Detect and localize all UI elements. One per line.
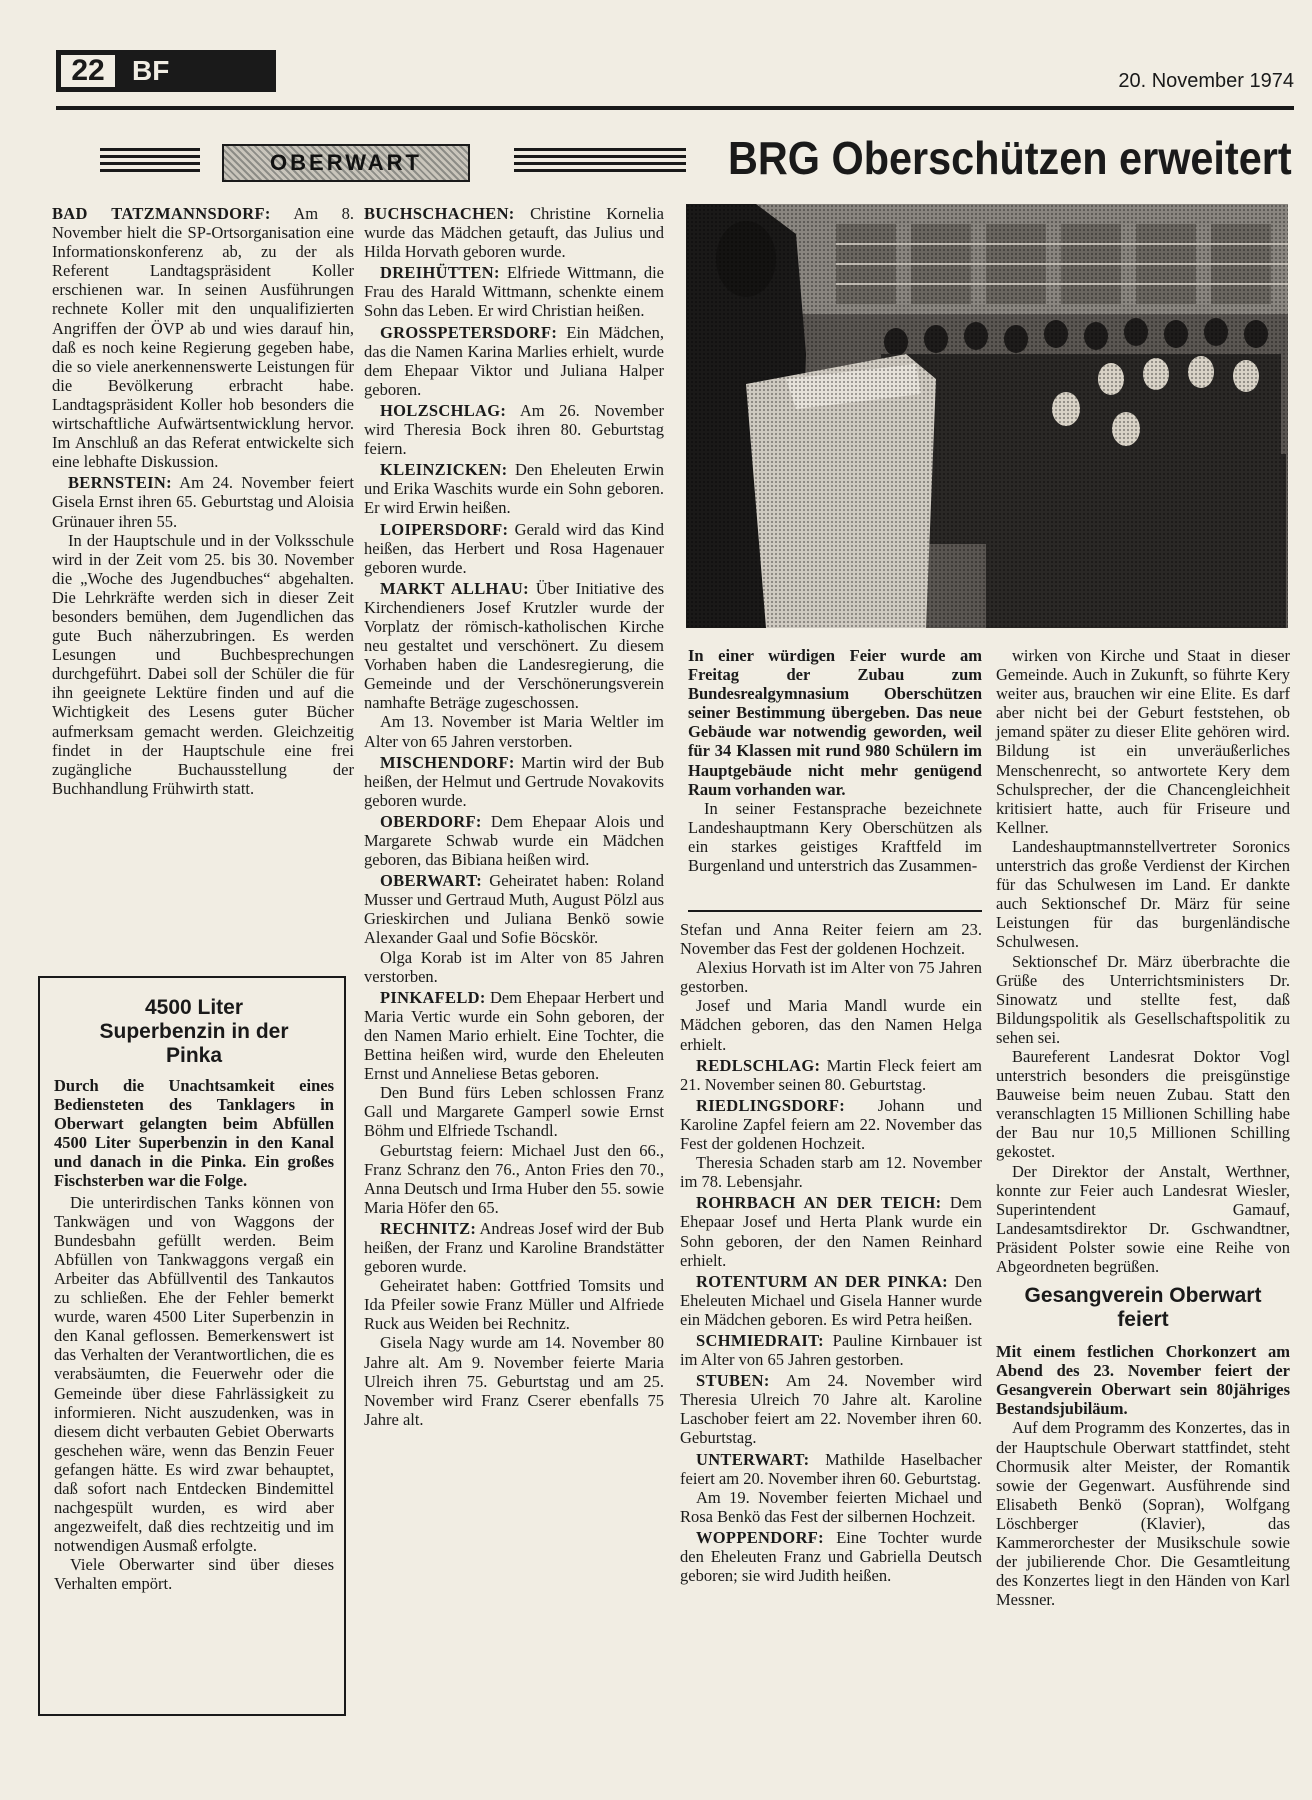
- news-item: [364, 460, 664, 517]
- item-text: Dem Ehepaar Herbert und Maria Vertic wurde ein Sohn geboren, der den Namen Mario erhielt. Eine Tochter, die Bettina heißen wird, wurde den Eheleuten Ernst und Anneliese Betas geboren.: [364, 987, 664, 1084]
- choir-title: Gesangverein Oberwart feiert: [1024, 1284, 1262, 1332]
- column-3-lower: [680, 920, 982, 1585]
- news-item: [364, 1219, 664, 1276]
- news-item: [364, 812, 664, 869]
- news-item: [680, 1153, 982, 1191]
- item-text: Andreas Josef wird der Bub heißen, der Franz und Karoline Brandstätter geboren wurde.: [364, 1218, 664, 1277]
- news-item: [680, 1272, 982, 1329]
- article-col4-body: [996, 646, 1290, 1276]
- news-item: [52, 473, 354, 530]
- article-paragraph: wirken von Kirche und Staat in dieser Gemeinde. Auch in Zukunft, so führte Kery weiter aus, brauchen wir eine Elite. Es darf aber nicht bei der Geburt feststehen, ob jemand später zu dieser Elite gehören wird. Bildung ist ein unveräußerliches Menschenrecht, so antwortete Kery dem Schulsprecher, der die Chancengleichheit kritisiert hatte, auch für Friseure und Kellner.: [996, 646, 1290, 837]
- article-paragraph: Der Direktor der Anstalt, Werthner, konnte zur Feier auch Landesrat Wiesler, Superintendent Gamauf, Landesamtsdirektor Dr. Gschwandtner, Präsident Polster sowie eine Reihe von Abgeordneten begrüßen.: [996, 1161, 1290, 1276]
- article-lead: In einer würdigen Feier wurde am Freitag der Zubau zum Bundesrealgymnasium Oberschützen seiner Bestimmung übergeben. Das neue Gebäude war notwendig geworden, weil für 34 Klassen mit rund 980 Schülern im Hauptgebäude nicht mehr genügend Raum vorhanden war.: [688, 646, 982, 799]
- place-name: KLEINZICKEN:: [380, 460, 508, 480]
- column-3-divider: [688, 910, 982, 912]
- article-paragraph: Baureferent Landesrat Doktor Vogl unterstrich besonders die preisgünstige Bauweise beim neuen Zubau. Statt den veranschlagten 15 Millionen Schilling habe der Bau nur 10,5 Millionen Schilling gekostet.: [996, 1046, 1290, 1162]
- place-name: ROHRBACH AN DER TEICH:: [696, 1193, 942, 1213]
- news-item: [364, 204, 664, 261]
- item-text: In der Hauptschule und in der Volksschule wird in der Zeit vom 25. bis 30. November die „Woche des Jugendbuches“ abgehalten. Die Lehrkräfte werden sich in dieser Zeit besonders bemühen, dem Jugendlichen das gute Buch näherzubringen. Es werden Lesungen und Buchbesprechungen durchgeführt. Dabei soll der Schüler die für ihn geeignete Lektüre finden und auf die Wichtigkeit des Lesens guter Bücher aufmerksam gemacht werden. Gleichzeitig findet in der Hauptschule eine frei zugängliche Buchausstellung der Buchhandlung Frühwirth statt.: [52, 530, 354, 798]
- news-item: [680, 1450, 982, 1488]
- box-paragraph: Viele Oberwarter sind über dieses Verhalten empört.: [54, 1555, 334, 1594]
- news-item: [680, 958, 982, 996]
- item-text: Am 24. November feiert Gisela Ernst ihren 65. Geburtstag und Aloisia Grünauer ihren 55.: [52, 473, 354, 531]
- news-item: [364, 579, 664, 713]
- event-photo-image: [686, 204, 1288, 628]
- place-name: BAD TATZMANNSDORF:: [52, 204, 271, 223]
- place-name: HOLZSCHLAG:: [380, 400, 507, 420]
- box-title: 4500 Liter Superbenzin in der Pinka: [99, 996, 289, 1067]
- news-item: [364, 1141, 664, 1217]
- news-item: [52, 204, 354, 471]
- item-text: Am 8. November hielt die SP-Ortsorganisation eine Informationskonferenz ab, zu der als Referent Landtagspräsident Koller erschienen war. In seinen Ausführungen rechnete Koller mit den unqualifizierten Angriffen der ÖVP ab und wies darauf hin, daß es noch keine Regierung gegeben habe, die so viele anerkennenswerte Leistungen für die Bevölkerung erbracht habe. Landtagspräsident Koller hob besonders die wirtschaftliche Aufwärtsentwicklung hervor. Im Anschluß an das Referat entwickelte sich eine lebhafte Diskussion.: [52, 204, 354, 472]
- item-text: Theresia Schaden starb am 12. November im 78. Lebensjahr.: [680, 1153, 982, 1192]
- item-text: Ein Mädchen, das die Namen Karina Marlies erhielt, wurde dem Ehepaar Viktor und Juliana Halper geboren.: [364, 322, 664, 399]
- item-text: Alexius Horvath ist im Alter von 75 Jahren gestorben.: [680, 958, 982, 997]
- item-text: Den Eheleuten Erwin und Erika Waschits wurde ein Sohn geboren. Er wird Erwin heißen.: [364, 460, 664, 518]
- place-name: BUCHSCHACHEN:: [364, 204, 515, 223]
- item-text: Gerald wird das Kind heißen, das Herbert und Rosa Hagenauer geboren wurde.: [364, 519, 664, 577]
- place-name: ROTENTURM AN DER PINKA:: [696, 1271, 948, 1291]
- place-name: PINKAFELD:: [380, 987, 486, 1007]
- item-text: Am 19. November feierten Michael und Rosa Benkö das Fest der silbernen Hochzeit.: [680, 1487, 982, 1526]
- place-name: WOPPENDORF:: [696, 1527, 824, 1547]
- article-paragraph: Landeshauptmannstellvertreter Soronics unterstrich das große Verdienst der Kirchen für das Schulwesen im Land. Er dankte auch Sektionschef Dr. März für seine Leistungen für das burgenländische Schulwesen.: [996, 836, 1290, 952]
- item-text: Den Eheleuten Michael und Gisela Hanner wurde ein Mädchen geboren. Es wird Petra heißen.: [680, 1271, 982, 1329]
- choir-body: Auf dem Programm des Konzertes, das in der Hauptschule Oberwart stattfindet, steht Chormusik alter Meister, der Romantik sowie der Gegenwart. Ausführende sind Elisabeth Benkö (Sopran), Wolfgang Löschberger (Klavier), das Kammerorchester der Musikschule sowie der jubilierende Chor. Die Gesamtleitung des Konzertes liegt in den Händen von Karl Messner.: [996, 1418, 1290, 1610]
- item-text: Martin wird der Bub heißen, der Helmut und Gertrude Novakovits geboren wurde.: [364, 752, 664, 810]
- item-text: Christine Kornelia wurde das Mädchen getauft, das Julius und Hilda Horvath geboren wurde.: [364, 204, 664, 262]
- banner-rule-right: [514, 148, 686, 174]
- item-text: Gisela Nagy wurde am 14. November 80 Jahre alt. Am 9. November feierte Maria Ulreich ihren 75. Geburtstag und am 25. November wird Franz Cserer ebenfalls 75 Jahre alt.: [364, 1333, 664, 1429]
- item-text: Olga Korab ist im Alter von 85 Jahren verstorben.: [364, 947, 664, 986]
- choir-lead: Mit einem festlichen Chorkonzert am Abend des 23. November feiert der Gesangverein Oberwart sein 80jähriges Bestandsjubiläum.: [996, 1342, 1290, 1419]
- news-item: [680, 1528, 982, 1585]
- place-name: MISCHENDORF:: [380, 752, 515, 772]
- place-name: BERNSTEIN:: [68, 473, 172, 493]
- news-item: [364, 1083, 664, 1140]
- news-item: [364, 948, 664, 986]
- item-text: Mathilde Haselbacher feiert am 20. November ihren 60. Geburtstag.: [680, 1449, 982, 1488]
- page-number: 22: [59, 53, 117, 89]
- place-name: LOIPERSDORF:: [380, 519, 509, 539]
- place-name: OBERWART:: [380, 871, 483, 891]
- item-text: Geheiratet haben: Gottfried Tomsits und Ida Pfeiler sowie Franz Müller und Alfriede Ruck aus Weiden bei Rechnitz.: [364, 1276, 664, 1334]
- column-1: [52, 204, 354, 798]
- news-item: [364, 401, 664, 458]
- news-item: [364, 263, 664, 320]
- item-text: Über Initiative des Kirchendieners Josef Krutzler wurde der Vorplatz der römisch-katholischen Kirche neu gestaltet und verschönert. Zu diesem Vorhaben haben die Landesregierung, die Gemeinde und der Verschönerungsverein namhafte Beträge zugeschossen.: [364, 578, 664, 713]
- item-text: Martin Fleck feiert am 21. November seinen 80. Geburtstag.: [680, 1055, 982, 1094]
- news-item: [680, 1331, 982, 1369]
- issue-date: 20. November 1974: [1118, 70, 1294, 92]
- item-text: Josef und Maria Mandl wurde ein Mädchen geboren, das den Namen Helga erhielt.: [680, 996, 982, 1054]
- news-item: [364, 712, 664, 750]
- place-name: DREIHÜTTEN:: [380, 263, 500, 283]
- box-lead: Durch die Unachtsamkeit eines Bediensteten des Tanklagers in Oberwart gelangten beim Abfüllen 4500 Liter Superbenzin in den Kanal und danach in die Pinka. Ein großes Fischsterben war die Folge.: [54, 1076, 334, 1191]
- box-paragraph: Die unterirdischen Tanks können von Tankwägen und von Waggons der Bundesbahn gefüllt werden. Beim Abfüllen von Tankwaggons vergaß ein Arbeiter das Abfüllventil des Tankautos zu schließen. Ehe der Fehler bemerkt wurde, waren 4500 Liter Superbenzin in den Kanal geflossen. Bemerkenswert ist das Verhalten der Verantwortlichen, die es verabsäumten, die Feuerwehr oder die Gemeinde über diese Fahrlässigkeit zu informieren. Nicht auszudenken, was in diesem dicht verbauten Gebiet Oberwarts geschehen wäre, wenn das Benzin Feuer gefangen hätte. Es wird zwar behauptet, daß sofort nach Entdecken Bindemittel nachgespült wurden, es wird aber angezweifelt, daß dies rechtzeitig und im notwendigen Ausmaß erfolgte.: [54, 1192, 334, 1556]
- column-2: [364, 204, 664, 1429]
- place-name: OBERDORF:: [380, 811, 482, 831]
- item-text: Pauline Kirnbauer ist im Alter von 65 Jahren gestorben.: [680, 1330, 982, 1370]
- news-item: [364, 520, 664, 577]
- section-label: BF: [132, 55, 170, 86]
- item-text: Geburtstag feiern: Michael Just den 66., Franz Schranz den 76., Anton Fries den 70., Anna Deutsch und Irma Huber den 55. sowie Maria Höfer den 65.: [364, 1140, 664, 1217]
- masthead-rule: [56, 106, 1294, 110]
- item-text: Am 24. November wird Theresia Ulreich 70 Jahre alt. Karoline Laschober feiert am 22. November ihren 60. Geburtstag.: [680, 1371, 982, 1448]
- place-name: SCHMIEDRAIT:: [696, 1330, 824, 1350]
- item-text: Stefan und Anna Reiter feiern am 23. November das Fest der goldenen Hochzeit.: [680, 920, 982, 959]
- section-banner: OBERWART: [222, 144, 470, 182]
- news-item: [680, 1371, 982, 1447]
- box-article: [38, 976, 346, 1716]
- article-col3-body: In seiner Festansprache bezeichnete Landeshauptmann Kery Oberschützen als ein starkes geistiges Kraftfeld im Burgenland und unterstrich das Zusammen-: [688, 798, 982, 876]
- event-photo: [686, 204, 1288, 628]
- place-name: UNTERWART:: [696, 1449, 810, 1469]
- place-name: RECHNITZ:: [380, 1218, 477, 1238]
- news-item: [364, 1276, 664, 1333]
- item-text: Am 13. November ist Maria Weltler im Alter von 65 Jahren verstorben.: [364, 712, 664, 751]
- item-text: Den Bund fürs Leben schlossen Franz Gall und Margarete Gamperl sowie Ernst Böhm und Elfriede Tschandl.: [364, 1083, 664, 1141]
- news-item: [680, 1193, 982, 1269]
- banner-rule-left: [100, 148, 200, 174]
- news-item: [364, 323, 664, 399]
- item-text: Dem Ehepaar Josef und Herta Plank wurde ein Sohn geboren, der den Namen Reinhard erhielt.: [680, 1193, 982, 1270]
- news-item: [364, 1333, 664, 1428]
- item-text: Am 26. November wird Theresia Bock ihren 80. Geburtstag feiern.: [364, 400, 664, 459]
- item-text: Eine Tochter wurde den Eheleuten Franz und Gabriella Deutsch geboren; sie wird Judith heißen.: [680, 1527, 982, 1586]
- news-item: [680, 920, 982, 958]
- headline: BRG Oberschützen erweitert: [728, 132, 1292, 184]
- news-item: [680, 1096, 982, 1153]
- news-item: [680, 1056, 982, 1094]
- article-paragraph: Sektionschef Dr. März überbrachte die Grüße des Unterrichtsministers Dr. Sinowatz und stellte fest, daß Bildungspolitik als Gesellschaftspolitik zu sehen sei.: [996, 951, 1290, 1047]
- news-item: [364, 753, 664, 810]
- news-item: [52, 531, 354, 798]
- place-name: GROSSPETERSDORF:: [380, 322, 558, 342]
- column-4: [996, 646, 1290, 1609]
- news-item: [364, 871, 664, 947]
- news-item: [364, 988, 664, 1083]
- place-name: REDLSCHLAG:: [696, 1055, 821, 1075]
- news-item: [680, 996, 982, 1053]
- news-item: [680, 1488, 982, 1526]
- item-text: Johann und Karoline Zapfel feiern am 22. November das Fest der goldenen Hochzeit.: [680, 1095, 982, 1154]
- item-text: Elfriede Wittmann, die Frau des Harald Wittmann, schenkte einem Sohn das Leben. Er wird Christian heißen.: [364, 263, 664, 321]
- place-name: RIEDLINGSDORF:: [696, 1095, 846, 1115]
- box-body: [54, 1193, 334, 1594]
- item-text: Dem Ehepaar Alois und Margarete Schwab wurde ein Mädchen geboren, das Bibiana heißen wird.: [364, 811, 664, 870]
- place-name: MARKT ALLHAU:: [380, 578, 529, 598]
- place-name: STUBEN:: [696, 1371, 770, 1391]
- item-text: Geheiratet haben: Roland Musser und Gertraud Muth, August Pölzl aus Grieskirchen und Juliana Benkö sowie Alexander Gaal und Sofie Böcskör.: [364, 871, 664, 948]
- article-col3-top: [688, 646, 982, 875]
